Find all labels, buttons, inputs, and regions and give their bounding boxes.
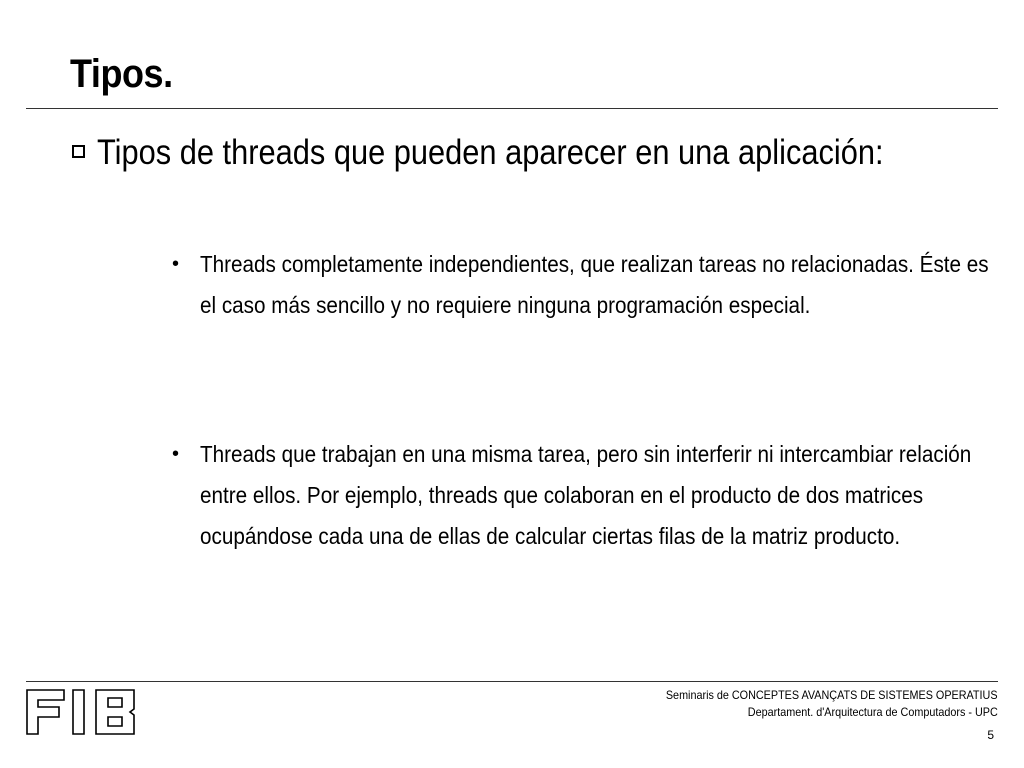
footer-course: Seminaris de CONCEPTES AVANÇATS DE SISTEMES OPERATIUS [666, 688, 998, 702]
level1-heading: Tipos de threads que pueden aparecer en una aplicación: [97, 133, 884, 172]
footer-divider [26, 681, 998, 682]
square-bullet-icon [72, 145, 85, 158]
bullet-dot: • [172, 253, 180, 275]
page-number: 5 [987, 728, 994, 742]
fib-logo-icon [26, 689, 138, 735]
bullet-text-1: Threads completamente independientes, que realizan tareas no relacionadas. Éste es el caso más sencillo y no requiere ninguna programación especial. [200, 251, 989, 318]
bullet-dot: • [172, 443, 180, 465]
bullet-item-2 [172, 434, 1002, 557]
bullet-text-2: Threads que trabajan en una misma tarea, pero sin interferir ni intercambiar relación entre ellos. Por ejemplo, threads que colaboran en el producto de dos matrices ocupándose cada una de ellas de calcular ciertas filas de la matriz producto. [200, 441, 972, 549]
level1-item [72, 131, 991, 175]
bullet-item-1 [172, 244, 1002, 326]
slide-title: Tipos. [70, 52, 173, 96]
title-divider [26, 108, 998, 109]
footer-department: Departament. d'Arquitectura de Computadors - UPC [748, 705, 998, 719]
